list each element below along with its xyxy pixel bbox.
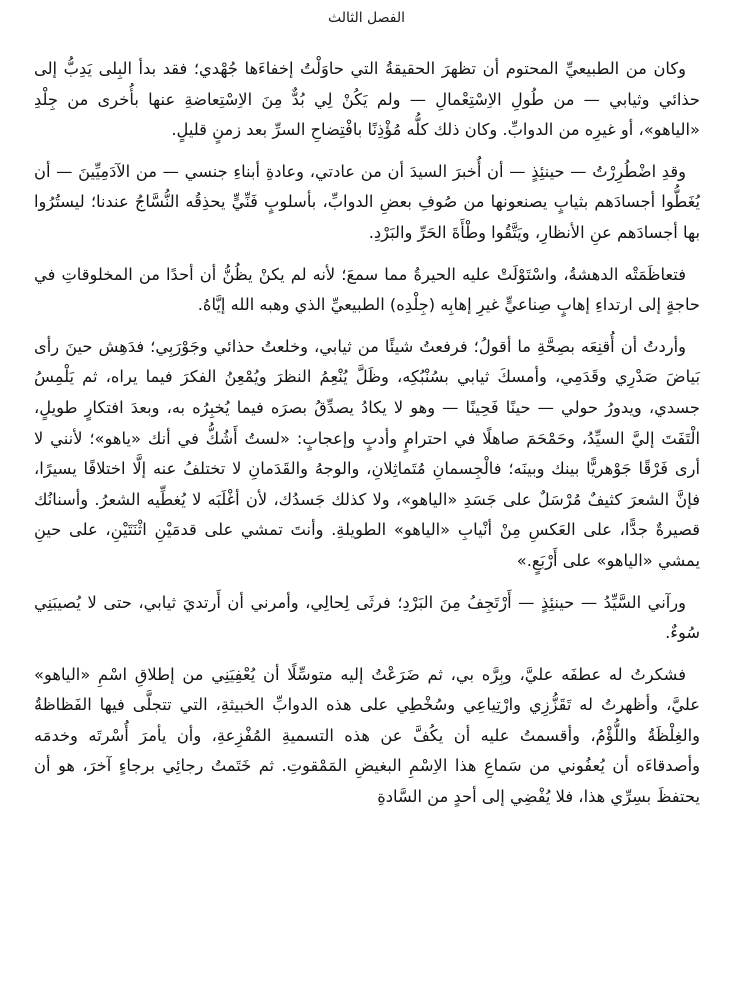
chapter-title: الفصل الثالث: [327, 10, 406, 26]
paragraph-6: فشكرتُ له عطفَه عليَّ، وبِرَّه بي، ثم ضَرَعْتُ إليه متوسِّلًا أن يُعْفِيَنِي من إطلاقِ اسْمِ «الياهو» عليَّ، وأظهرتُ له تَقَزُّزِي وارْتِياعِي وسُخْطِي على هذه الدوابِّ الخبيثةِ، التي تتجلَّى فيها الفَظاظةُ والغِلْظَةُ واللُّؤْمُ، وأقسمتُ عليه أن يكُفَّ عن هذه التسميةِ المُفْزِعةِ، وأن يأمرَ أُسْرتَه وخدمَه وأصدقاءَه أن يُعفُوني من سَماعِ هذا الاِسْمِ البغيضِ المَمْقوتِ. ثم خَتَمتُ رجائِي برجاءٍ آخرَ، هو أن يحتفظَ بسِرِّي هذا، فلا يُفْضِي إلى أحدٍ من السَّادةِ: [34, 664, 700, 807]
paragraph-3: فتعاظَمَتْه الدهشةُ، واسْتَوْلَتْ عليه الحيرةُ مما سمعَ؛ لأنه لم يكنْ يظُنُّ أن أحدًا من المخلوقاتِ في حاجةٍ إلى ارتداءِ إهابٍ صِناعيٍّ غيرِ إهابِه (جِلْدِه) الطبيعيِّ الذي وهبه الله إيَّاهُ.: [34, 264, 700, 315]
paragraph-2: وقدِ اضْطُرِرْتُ — حينئِذٍ — أن أُخبرَ السيدَ أن من عادتي، وعادةِ أبناءِ جنسي — من الآدَمِيِّينَ — أن يُغَطُّوا أجسادَهم بثيابٍ يصنعونها من صُوفِ بعضِ الدوابِّ، بأسلوبٍ فَنِّيٍّ يحذِقُه النُّسَّاجُ عندنا؛ ليستُرُوا بها أجسادَهم عنِ الأنظارِ، ويَتَّقُوا وطْأَةَ الحَرِّ والبَرْدِ.: [34, 161, 700, 242]
paragraph-5: ورآني السَّيِّدُ — حينئِذٍ — أَرْتَجِفُ مِنَ البَرْدِ؛ فرثَى لِحالِي، وأمرني أن أَرتديَ ثيابي، حتى لا يُصيبَنِي سُوءٌ.: [34, 592, 700, 643]
page-body: [34, 54, 700, 813]
paragraph-4: وأردتُ أن أُقنِعَه بصِحَّةِ ما أقولُ؛ فرفعتُ شيئًا من ثيابي، وخلعتُ حذائي وجَوْرَبِي؛ فدَهِش حينَ رأى بَياضَ صَدْرِي وقَدَمِي، وأمسكَ ثيابي بسُنْبُكِه، وظَلَّ يُنْعِمُ النظرَ ويُمْعِنُ الفكرَ فيما يراه، ثم يَلْمِسُ جسدي، ويدورُ حولي — حينًا فَحِينًا — وهو لا يكادُ يصدِّقُ بصرَه فيما يُخبِرُه به، وبعدَ افتكارٍ طويلٍ، الْتَفَتَ إليَّ السيِّدُ، وحَمْحَمَ صاهلًا في احترامٍ وأدبٍ وإعجابٍ: «لستُ أَشُكُّ في أنك «ياهو»؛ لأنني لا أرى فَرْقًا جَوْهريًّا بينك وبينَه؛ فالْجِسمانِ مُتَماثِلانِ، والوجهُ والقَدَمانِ لا تختلفُ عنه إلَّا اختلافًا يسيرًا، فإنَّ الشعرَ كثيفٌ مُرْسَلٌ على جَسَدِ «الياهو»، ولا كذلك جَسدُك، لأن أغْلَبَه لا يُغطِّيه الشعرُ. وأسنانُك قصيرةٌ جدًّا، على العَكسِ مِنْ أنْيابِ «الياهو» الطويلةِ. وأنتَ تمشي على قدمَيْنِ اثْنَتَيْنِ، على حينِ يمشي «الياهو» على أَرْبَعٍ.»: [34, 336, 700, 570]
paragraph-1: وكان من الطبيعيِّ المحتوم أن تظهرَ الحقيقةُ التي حاوَلْتُ إخفاءَها جُهْدي؛ فقد بدأ البِلى يَدِبُّ إلى حذائي وثيابي — من طُولِ الاِسْتِعْمالِ — ولم يَكُنْ لِي بُدٌّ مِنَ الاِسْتِعاضةِ عنها بأُخرى من جِلْدِ «الياهو»، أو غيرِه من الدوابِّ. وكان ذلك كلُّه مُؤْذِنًا بافْتِضاحِ السرِّ بعد زمنٍ قليلٍ.: [34, 59, 700, 140]
